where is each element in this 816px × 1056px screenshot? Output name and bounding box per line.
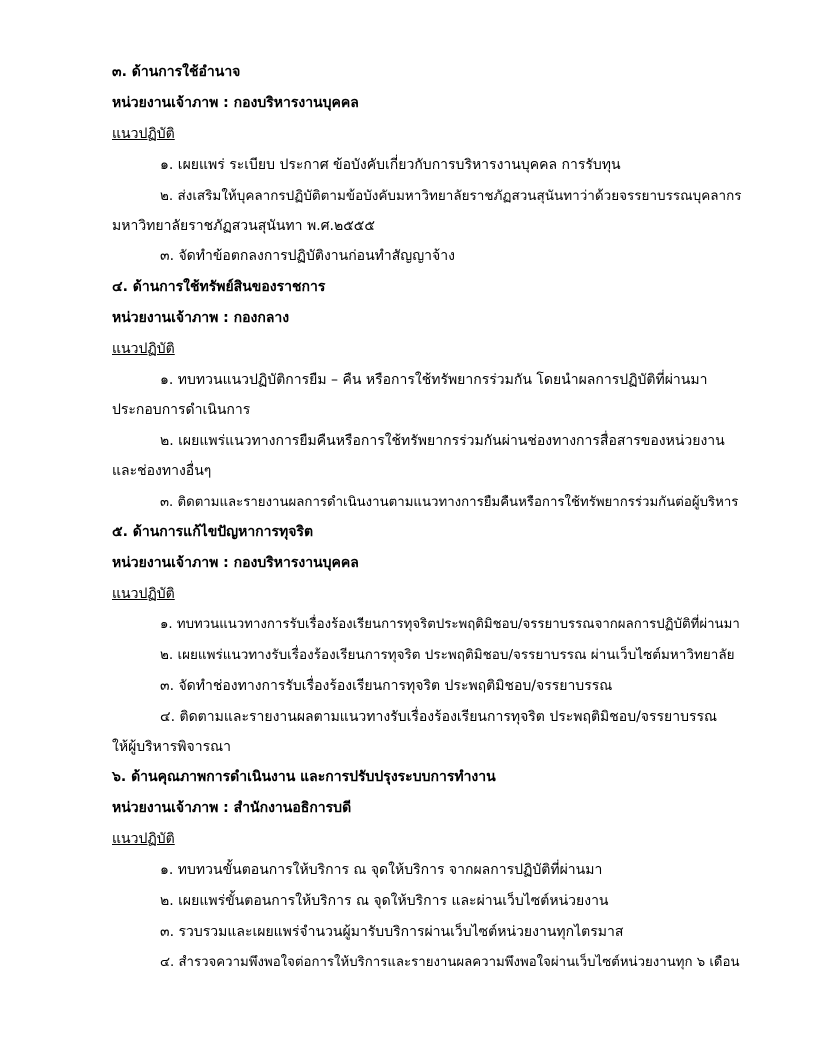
section-5-practice-label: แนวปฏิบัติ [112,586,175,602]
section-5-item-4-cont: ให้ผู้บริหารพิจารณา [112,739,231,755]
section-6-item-3: ๓. รวบรวมและเผยแพร่จำนวนผู้มารับบริการผ่านเว็บไซต์หน่วยงานทุกไตรมาส [160,924,624,940]
section-5-item-2: ๒. เผยแพร่แนวทางรับเรื่องร้องเรียนการทุจริต ประพฤติมิชอบ/จรรยาบรรณ ผ่านเว็บไซต์มหาวิทยาลัย [160,647,735,663]
section-3-item-1: ๑. เผยแพร่ ระเบียบ ประกาศ ข้อบังคับเกี่ยวกับการบริหารงานบุคคล การรับทุน [160,157,621,173]
section-5-item-4: ๔. ติดตามและรายงานผลตามแนวทางรับเรื่องร้องเรียนการทุจริต ประพฤติมิชอบ/จรรยาบรรณ [160,709,718,725]
section-6-item-2: ๒. เผยแพร่ขั้นตอนการให้บริการ ณ จุดให้บริการ และผ่านเว็บไซต์หน่วยงาน [160,893,609,909]
section-6-agency: หน่วยงานเจ้าภาพ : สำนักงานอธิการบดี [112,800,352,816]
section-4-practice-label: แนวปฏิบัติ [112,341,175,357]
section-3-heading: ๓. ด้านการใช้อำนาจ [112,64,241,80]
section-4-item-2-cont: และช่องทางอื่นๆ [112,463,212,479]
section-5-agency: หน่วยงานเจ้าภาพ : กองบริหารงานบุคคล [112,555,359,571]
section-4-item-1: ๑. ทบทวนแนวปฏิบัติการยืม – คืน หรือการใช้ทรัพยากรร่วมกัน โดยนำผลการปฏิบัติที่ผ่านมา [160,372,708,388]
section-4-item-3: ๓. ติดตามและรายงานผลการดำเนินงานตามแนวทางการยืมคืนหรือการใช้ทรัพยากรร่วมกันต่อผู้บริหาร [160,495,739,510]
section-5-heading: ๕. ด้านการแก้ไขปัญหาการทุจริต [112,524,314,540]
section-4-item-1-cont: ประกอบการดำเนินการ [112,402,251,418]
section-3-agency: หน่วยงานเจ้าภาพ : กองบริหารงานบุคคล [112,95,359,111]
section-3-practice-label: แนวปฏิบัติ [112,126,175,142]
section-3-item-2: ๒. ส่งเสริมให้บุคลากรปฏิบัติตามข้อบังคับมหาวิทยาลัยราชภัฏสวนสุนันทาว่าด้วยจรรยาบรรณบุคลากร [160,188,742,204]
section-6-item-1: ๑. ทบทวนขั้นตอนการให้บริการ ณ จุดให้บริการ จากผลการปฏิบัติที่ผ่านมา [160,862,603,878]
section-3-item-3: ๓. จัดทำข้อตกลงการปฏิบัติงานก่อนทำสัญญาจ้าง [160,248,455,264]
section-4-item-2: ๒. เผยแพร่แนวทางการยืมคืนหรือการใช้ทรัพยากรร่วมกันผ่านช่องทางการสื่อสารของหน่วยงาน [160,433,725,449]
section-4-heading: ๔. ด้านการใช้ทรัพย์สินของราชการ [112,279,326,295]
section-3-item-2-cont: มหาวิทยาลัยราชภัฏสวนสุนันทา พ.ศ.๒๕๕๕ [112,218,375,234]
section-5-item-3: ๓. จัดทำช่องทางการรับเรื่องร้องเรียนการทุจริต ประพฤติมิชอบ/จรรยาบรรณ [160,678,613,694]
section-6-item-4: ๔. สำรวจความพึงพอใจต่อการให้บริการและรายงานผลความพึงพอใจผ่านเว็บไซต์หน่วยงานทุก ๖ เดือน [160,955,740,970]
section-4-agency: หน่วยงานเจ้าภาพ : กองกลาง [112,310,290,326]
section-6-practice-label: แนวปฏิบัติ [112,831,175,847]
section-5-item-1: ๑. ทบทวนแนวทางการรับเรื่องร้องเรียนการทุจริตประพฤติมิชอบ/จรรยาบรรณจากผลการปฏิบัติที่ผ่านมา [160,617,740,632]
section-6-heading: ๖. ด้านคุณภาพการดำเนินงาน และการปรับปรุงระบบการทำงาน [112,769,496,785]
